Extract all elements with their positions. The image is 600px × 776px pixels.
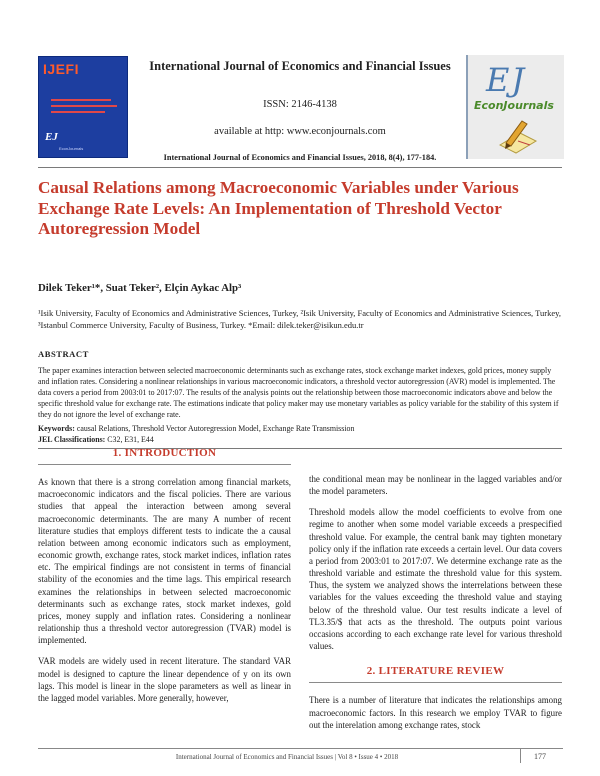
econjournals-logo bbox=[466, 55, 564, 159]
cover-ej-subtitle: EconJournals bbox=[59, 146, 84, 151]
pencil-paper-icon bbox=[496, 115, 540, 155]
jel-classifications bbox=[38, 435, 564, 444]
header-divider bbox=[38, 167, 562, 168]
left-column bbox=[38, 447, 291, 704]
cover-decoration bbox=[51, 99, 111, 101]
right-paragraph-2: Threshold models allow the model coefficients to evolve from one regime to another when some model variable exceeds a prespecified threshold value. For example, the central bank may tighten monetary policy only if the inflation rate exceeds a certain level. Our data covers a period from 2003:01 to 2017:07. We determine exchange rate as the threshold variable and estimate the threshold value for this system. Thus, the system we analyzed shows the interrelations between these variables for the values exceeding the threshold value and staying below of the threshold value. Our test results indicate a level of TL3.35/$ that acts as the threshold. The outputs point various occasions according to each exchange rate level for various threshold values. bbox=[309, 507, 562, 652]
literature-paragraph-1: There is a number of literature that indicates the relationships among macroeconomic factors. In this research we employ TVAR to figure out the interelation among exchange rates, stock bbox=[309, 695, 562, 730]
right-column bbox=[309, 473, 562, 731]
citation-line: International Journal of Economics and Financial Issues, 2018, 8(4), 177-184. bbox=[163, 153, 437, 162]
authors: Dilek Teker¹*, Suat Teker², Elçin Aykac Alp³ bbox=[38, 282, 242, 294]
footer-journal-info: International Journal of Economics and Financial Issues | Vol 8 • Issue 4 • 2018 bbox=[175, 753, 399, 761]
page-number: 177 bbox=[534, 752, 546, 761]
right-paragraph-1: the conditional mean may be nonlinear in the lagged variables and/or the model parameters. bbox=[309, 474, 562, 497]
intro-paragraph-2: VAR models are widely used in recent literature. The standard VAR model is designed to capture the linear dependence of y on its own lags. This model is linear in the slope parameters as well as linear in the lagged model variables. More generally, however, bbox=[38, 656, 291, 703]
abstract-heading: ABSTRACT bbox=[38, 349, 89, 359]
abstract-text: The paper examines interaction between selected macroeconomic determinants such as exchange rates, stock exchange market indexes, gold prices, money supply and inflation rates. Considering a nonlinear relationships in various macroeconomic indicators, a threshold vector autoregression (AVR) model is implemented. The data covers a period from 2003:01 to 2017:07. The results of the analysis points out the relationship between those macroeconomic indicators above and below the specific threshold value for exchange rate. The estimations indicate that policy maker may use monetary variables as policy variable for the stability of this system if they do not ignore the level of exchange rate. bbox=[38, 366, 559, 419]
keywords bbox=[38, 424, 564, 433]
logo-name: EconJournals bbox=[474, 99, 554, 112]
journal-website[interactable]: available at http: www.econjournals.com bbox=[214, 126, 386, 137]
affiliations: ¹Isik University, Faculty of Economics and Administrative Sciences, Turkey, ²Isik University, Faculty of Economics and Administrative Sciences, Turkey, ³Istanbul Commerce University, Faculty of Business, Turkey. *Email: dilek.teker@isikun.edu.tr bbox=[38, 308, 561, 330]
footer-divider bbox=[38, 748, 563, 749]
jel-value: C32, E31, E44 bbox=[107, 435, 154, 444]
keywords-label: Keywords: bbox=[38, 424, 75, 433]
jel-label: JEL Classifications: bbox=[38, 435, 106, 444]
logo-ej-letters: EJ bbox=[486, 61, 527, 99]
cover-ej-mark: EJ bbox=[45, 131, 58, 143]
article-title: Causal Relations among Macroeconomic Variables under Various Exchange Rate Levels: An Implementation of Threshold Vector Autoregression Model bbox=[38, 178, 519, 238]
journal-cover-image bbox=[38, 56, 128, 158]
section-heading-literature-review: 2. LITERATURE REVIEW bbox=[366, 665, 505, 678]
section-heading-introduction: 1. INTRODUCTION bbox=[112, 447, 217, 459]
keywords-value: causal Relations, Threshold Vector Autoregression Model, Exchange Rate Transmission bbox=[76, 424, 355, 433]
section-underline bbox=[309, 682, 562, 683]
footer-separator bbox=[520, 749, 521, 763]
cover-acronym: IJEFI bbox=[43, 61, 79, 77]
issn: ISSN: 2146-4138 bbox=[263, 99, 337, 110]
cover-decoration bbox=[51, 105, 117, 107]
section-underline bbox=[38, 464, 291, 465]
cover-decoration bbox=[51, 111, 105, 113]
journal-title: International Journal of Economics and Financial Issues bbox=[149, 59, 451, 73]
intro-paragraph-1: As known that there is a strong correlation among financial markets, macroeconomic indicators and the fiscal policies. There are various studies that appeal the interaction between among several macroeconomic determinants. The are many A number of recent literature studies that employs different tests to indicate the a causal relation between among economic indicators such as employment, economic growth, exchange rates, stock market indices, inflation rates etc. The empirical findings are not consistent in terms of financial stability of the economies and the time lags. This empirical research examines the relationships in between selected macroeconomic determinants such as exchange rates, stock market indexes, gold prices, money supply and inflation rates. Considering a nonlinear relationship thus a threshold vector autoregression (TVAR) model is implemented. bbox=[38, 477, 291, 646]
